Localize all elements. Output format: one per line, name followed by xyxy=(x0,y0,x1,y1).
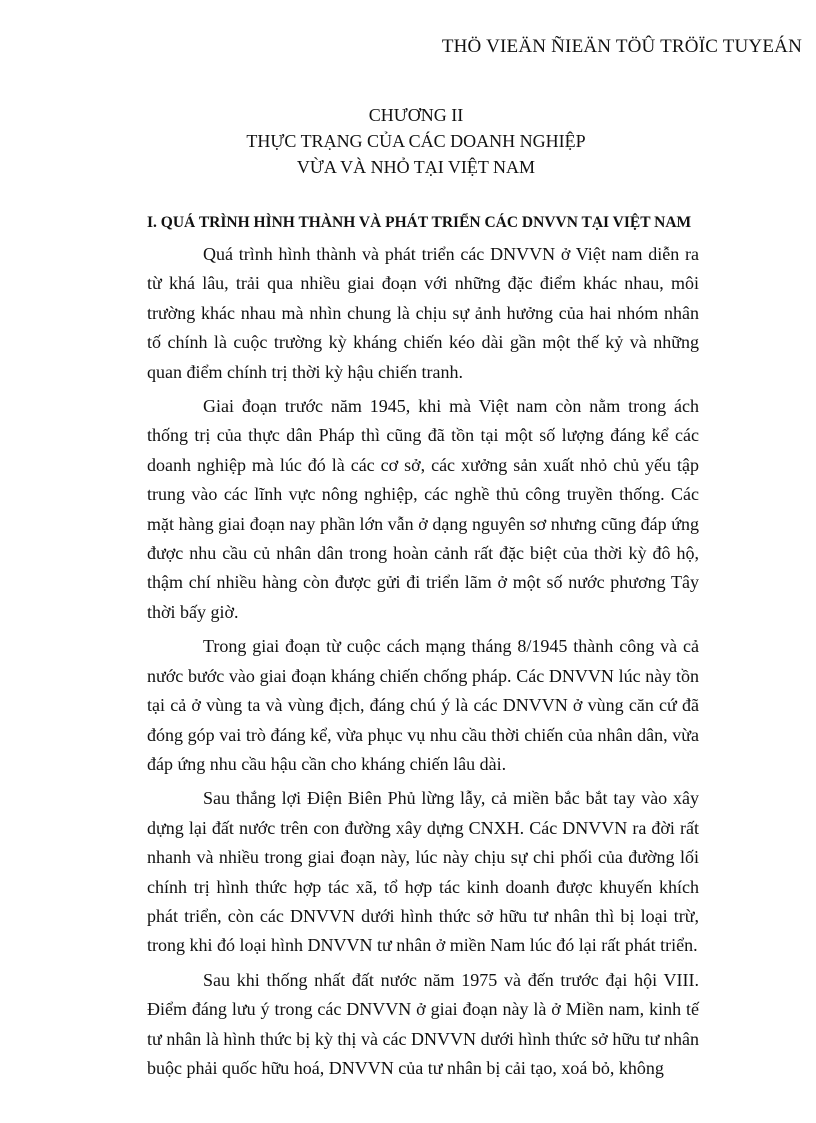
chapter-title-line-1: THỰC TRẠNG CỦA CÁC DOANH NGHIỆP xyxy=(246,131,586,151)
paragraph-1: Quá trình hình thành và phát triển các DNVVN ở Việt nam diễn ra từ khá lâu, trải qua nhiều giai đoạn với những đặc điểm khác nhau, môi trường khác nhau mà nhìn chung là chịu sự ảnh hưởng của hai nhóm nhân tố chính là cuộc trường kỳ kháng chiến kéo dài gần một thế kỷ và những quan điểm chính trị thời kỳ hậu chiến tranh. xyxy=(147,244,699,382)
paragraph-5: Sau khi thống nhất đất nước năm 1975 và đến trước đại hội VIII. Điểm đáng lưu ý trong các DNVVN ở giai đoạn này là ở Miền nam, kinh tế tư nhân là hình thức bị kỳ thị và các DNVVN dưới hình thức sở hữu tư nhân buộc phải quốc hữu hoá, DNVVN của tư nhân bị cải tạo, xoá bỏ, không xyxy=(147,969,699,1078)
paragraph-2: Giai đoạn trước năm 1945, khi mà Việt nam còn nằm trong ách thống trị của thực dân Pháp thì cũng đã tồn tại một số lượng đáng kể các doanh nghiệp mà lúc đó là các cơ sở, các xưởng sản xuất nhỏ chủ yếu tập trung vào các lĩnh vực nông nghiệp, các nghề thủ công truyền thống. Các mặt hàng giai đoạn nay phần lớn vẫn ở dạng nguyên sơ nhưng cũng đáp ứng được nhu cầu củ nhân dân trong hoàn cảnh rất đặc biệt của thời kỳ đô hộ, thậm chí nhiều hàng còn được gửi đi triển lãm ở một số nước phương Tây thời bấy giờ. xyxy=(147,396,699,622)
document-body xyxy=(147,212,699,1088)
site-header-title: THÖ VIEÄN ÑIEÄN TÖÛ TRÖÏC TUYEÁN xyxy=(441,36,802,57)
paragraph-3: Trong giai đoạn từ cuộc cách mạng tháng 8/1945 thành công và cả nước bước vào giai đoạn kháng chiến chống pháp. Các DNVVN lúc này tồn tại cả ở vùng ta và vùng địch, đáng chú ý là các DNVVN ở vùng căn cứ đã đóng góp vai trò đáng kể, vừa phục vụ nhu cầu thời chiến của nhân dân, vừa đáp ứng nhu cầu hậu cần cho kháng chiến lâu dài. xyxy=(147,636,699,774)
chapter-heading xyxy=(0,102,816,180)
chapter-title-line-2: VỪA VÀ NHỎ TẠI VIỆT NAM xyxy=(296,157,536,177)
section-heading: I. QUÁ TRÌNH HÌNH THÀNH VÀ PHÁT TRIỂN CÁC DNVVN TẠI VIỆT NAM xyxy=(147,214,692,231)
chapter-number: CHƯƠNG II xyxy=(368,105,464,125)
paragraph-4: Sau thắng lợi Điện Biên Phủ lừng lẫy, cả miền bắc bắt tay vào xây dựng lại đất nước trên con đường xây dựng CNXH. Các DNVVN ra đời rất nhanh và nhiều trong giai đoạn này, lúc này chịu sự chi phối của đường lối chính trị hình thức hợp tác xã, tổ hợp tác kinh doanh được khuyến khích phát triển, còn các DNVVN dưới hình thức sở hữu tư nhân thì bị loại trừ, trong khi đó loại hình DNVVN tư nhân ở miền Nam lúc đó lại rất phát triển. xyxy=(147,788,699,956)
